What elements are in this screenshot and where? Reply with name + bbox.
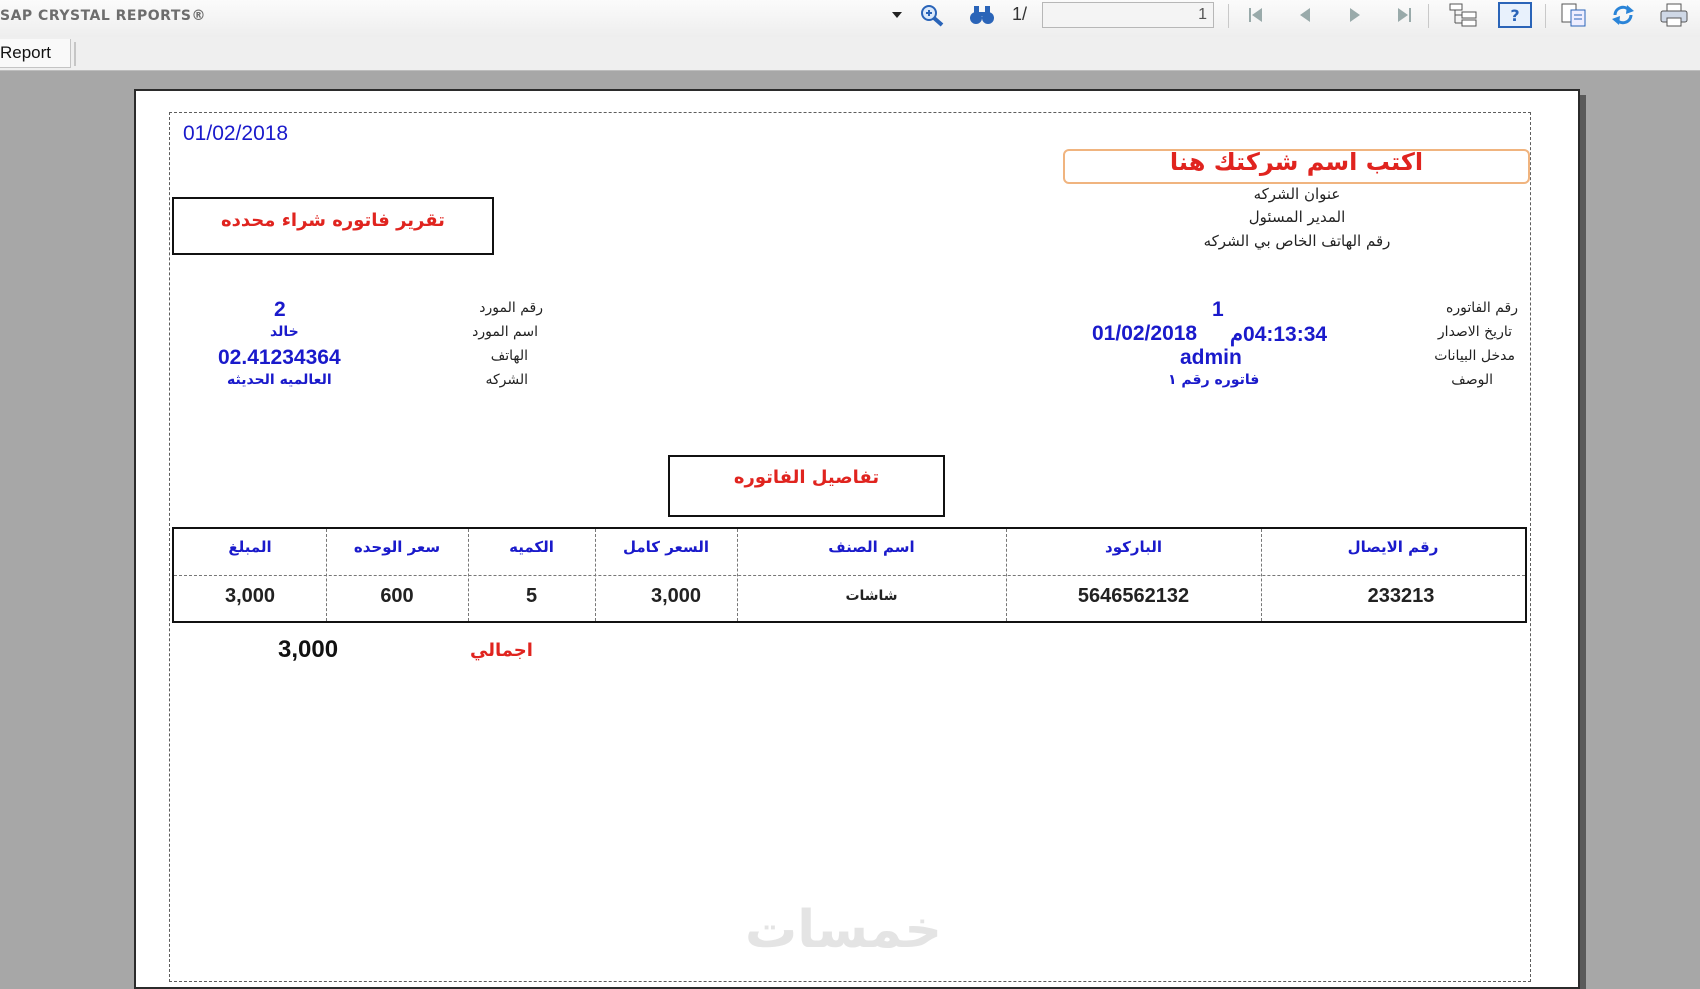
first-page-icon[interactable] xyxy=(1243,0,1269,30)
cell-unit-price: 600 xyxy=(380,585,414,607)
refresh-icon[interactable] xyxy=(1606,0,1640,30)
description-label: الوصف xyxy=(1451,372,1493,388)
previous-page-icon[interactable] xyxy=(1292,0,1318,30)
binoculars-icon[interactable] xyxy=(967,0,997,30)
supplier-company-value: العالميه الحديثه xyxy=(227,372,332,388)
invoice-details-title: تفاصيل الفاتوره xyxy=(733,467,880,488)
tab-bar xyxy=(0,37,1700,71)
toolbar-divider xyxy=(1428,4,1429,28)
entered-by-label: مدخل البيانات xyxy=(1434,348,1515,364)
export-icon[interactable] xyxy=(1557,0,1591,30)
cell-full-price: 3,000 xyxy=(650,585,702,607)
total-label: اجمالي xyxy=(470,640,533,661)
header-amount: المبلغ xyxy=(228,538,272,556)
header-barcode: الباركود xyxy=(1105,538,1162,556)
issue-date-value: 01/02/2018 xyxy=(1092,322,1198,345)
app-brand: SAP CRYSTAL REPORTS® xyxy=(0,8,206,24)
tab-report[interactable]: Report xyxy=(0,39,71,68)
print-icon[interactable] xyxy=(1656,0,1692,30)
cell-amount: 3,000 xyxy=(224,585,276,607)
page-number-input[interactable]: 1 xyxy=(1042,2,1214,28)
company-name: اكتب اسم شركتك هنا xyxy=(1169,148,1424,176)
group-tree-icon[interactable] xyxy=(1446,0,1482,30)
total-value: 3,000 xyxy=(278,636,339,663)
supplier-name-value: خالد xyxy=(270,324,299,340)
header-item-name: اسم الصنف xyxy=(828,538,915,556)
supplier-number-label: رقم المورد xyxy=(479,300,543,316)
supplier-phone-value: 02.41234364 xyxy=(218,346,341,369)
cell-barcode: 5646562132 xyxy=(1077,585,1190,607)
company-manager: المدير المسئول xyxy=(1248,208,1346,226)
header-receipt-number: رقم الايصال xyxy=(1347,538,1439,556)
cell-quantity: 5 xyxy=(525,585,538,607)
entered-by-value: admin xyxy=(1180,346,1242,369)
supplier-company-label: الشركه xyxy=(485,372,528,388)
supplier-phone-label: الهاتف xyxy=(490,348,528,364)
invoice-number-label: رقم الفاتوره xyxy=(1446,300,1518,316)
header-unit-price: سعر الوحده xyxy=(353,538,441,556)
issue-date-label: تاريخ الاصدار xyxy=(1437,324,1512,340)
tab-divider xyxy=(74,42,76,66)
last-page-icon[interactable] xyxy=(1391,0,1417,30)
toolbar-divider xyxy=(1545,4,1546,28)
page-indicator: 1/ xyxy=(1012,4,1028,24)
help-icon[interactable] xyxy=(1496,0,1534,30)
company-phone: رقم الهاتف الخاص بي الشركه xyxy=(1203,232,1391,250)
viewer-toolbar xyxy=(0,0,1700,37)
supplier-number-value: 2 xyxy=(274,298,286,321)
cell-item-name: شاشات xyxy=(845,588,898,604)
supplier-name-label: اسم المورد xyxy=(472,324,538,340)
header-full-price: السعر كامل xyxy=(622,538,710,556)
cell-receipt-number: 233213 xyxy=(1367,585,1435,607)
company-address: عنوان الشركه xyxy=(1253,185,1341,203)
zoom-icon[interactable] xyxy=(917,0,947,30)
description-value: فاتوره رقم ١ xyxy=(1168,372,1260,388)
dropdown-arrow-icon[interactable] xyxy=(890,0,904,30)
invoice-number-value: 1 xyxy=(1212,298,1224,321)
toolbar-divider xyxy=(1228,4,1229,28)
issue-time-value: 04:13:34م xyxy=(1230,323,1328,346)
report-title: تقرير فاتوره شراء محدده xyxy=(221,210,445,231)
svg-text:?: ? xyxy=(1510,6,1520,25)
table-header-divider xyxy=(174,575,1525,576)
report-date: 01/02/2018 xyxy=(183,122,289,145)
header-quantity: الكميه xyxy=(509,538,554,556)
watermark-logo: خمسات xyxy=(745,900,943,960)
next-page-icon[interactable] xyxy=(1342,0,1368,30)
